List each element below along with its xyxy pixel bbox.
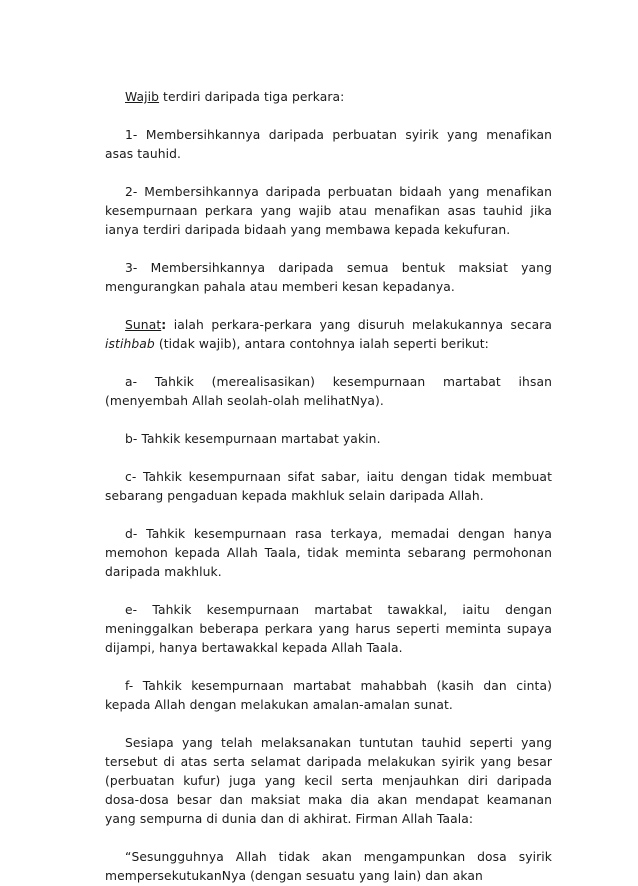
term-sunat-colon: : (161, 318, 167, 332)
paragraph-sunat-d: d- Tahkik kesempurnaan rasa terkaya, memadai dengan hanya memohon kepada Allah Taala, tidak meminta sebarang permohonan daripada makhluk. (105, 527, 552, 579)
wajib-intro-text: terdiri daripada tiga perkara: (159, 90, 345, 104)
paragraph-conclusion: Sesiapa yang telah melaksanakan tuntutan tauhid seperti yang tersebut di atas serta selamat daripada melakukan syirik yang besar (perbuatan kufur) juga yang kecil serta menjauhkan diri daripada dosa-dosa besar dan maksiat maka dia akan mendapat keamanan yang sempurna di dunia dan di akhirat. Firman Allah Taala: (105, 736, 552, 826)
term-wajib: Wajib (125, 90, 160, 104)
paragraph-sunat-c: c- Tahkik kesempurnaan sifat sabar, iaitu dengan tidak membuat sebarang pengaduan kepada makhluk selain daripada Allah. (105, 470, 552, 503)
paragraph-wajib-1: 1- Membersihkannya daripada perbuatan syirik yang menafikan asas tauhid. (105, 128, 552, 161)
paragraph-sunat-f: f- Tahkik kesempurnaan martabat mahabbah (kasih dan cinta) kepada Allah dengan melakukan amalan-amalan sunat. (105, 679, 552, 712)
paragraph-quote: “Sesungguhnya Allah tidak akan mengampunkan dosa syirik mempersekutukanNya (dengan sesuatu yang lain) dan akan (105, 850, 552, 883)
paragraph-wajib-3: 3- Membersihkannya daripada semua bentuk maksiat yang mengurangkan pahala atau memberi kesan kepadanya. (105, 261, 552, 294)
paragraph-sunat-e: e- Tahkik kesempurnaan martabat tawakkal, iaitu dengan meninggalkan beberapa perkara yang harus seperti meminta supaya dijampi, hanya bertawakkal kepada Allah Taala. (105, 603, 552, 655)
paragraph-sunat-intro (105, 316, 552, 354)
paragraph-wajib-intro (105, 88, 552, 107)
document-page (105, 88, 552, 886)
sunat-intro-rest: (tidak wajib), antara contohnya ialah seperti berikut: (154, 337, 489, 351)
sunat-intro-text: ialah perkara-perkara yang disuruh melakukannya secara (166, 318, 552, 332)
term-istihbab: istihbab (105, 337, 155, 351)
paragraph-sunat-b: b- Tahkik kesempurnaan martabat yakin. (125, 432, 381, 446)
term-sunat: Sunat (125, 318, 162, 332)
paragraph-wajib-2: 2- Membersihkannya daripada perbuatan bidaah yang menafikan kesempurnaan perkara yang wajib atau menafikan asas tauhid jika ianya terdiri daripada bidaah yang membawa kepada kekufuran. (105, 185, 552, 237)
paragraph-sunat-a: a- Tahkik (merealisasikan) kesempurnaan martabat ihsan (menyembah Allah seolah-olah melihatNya). (105, 375, 552, 408)
